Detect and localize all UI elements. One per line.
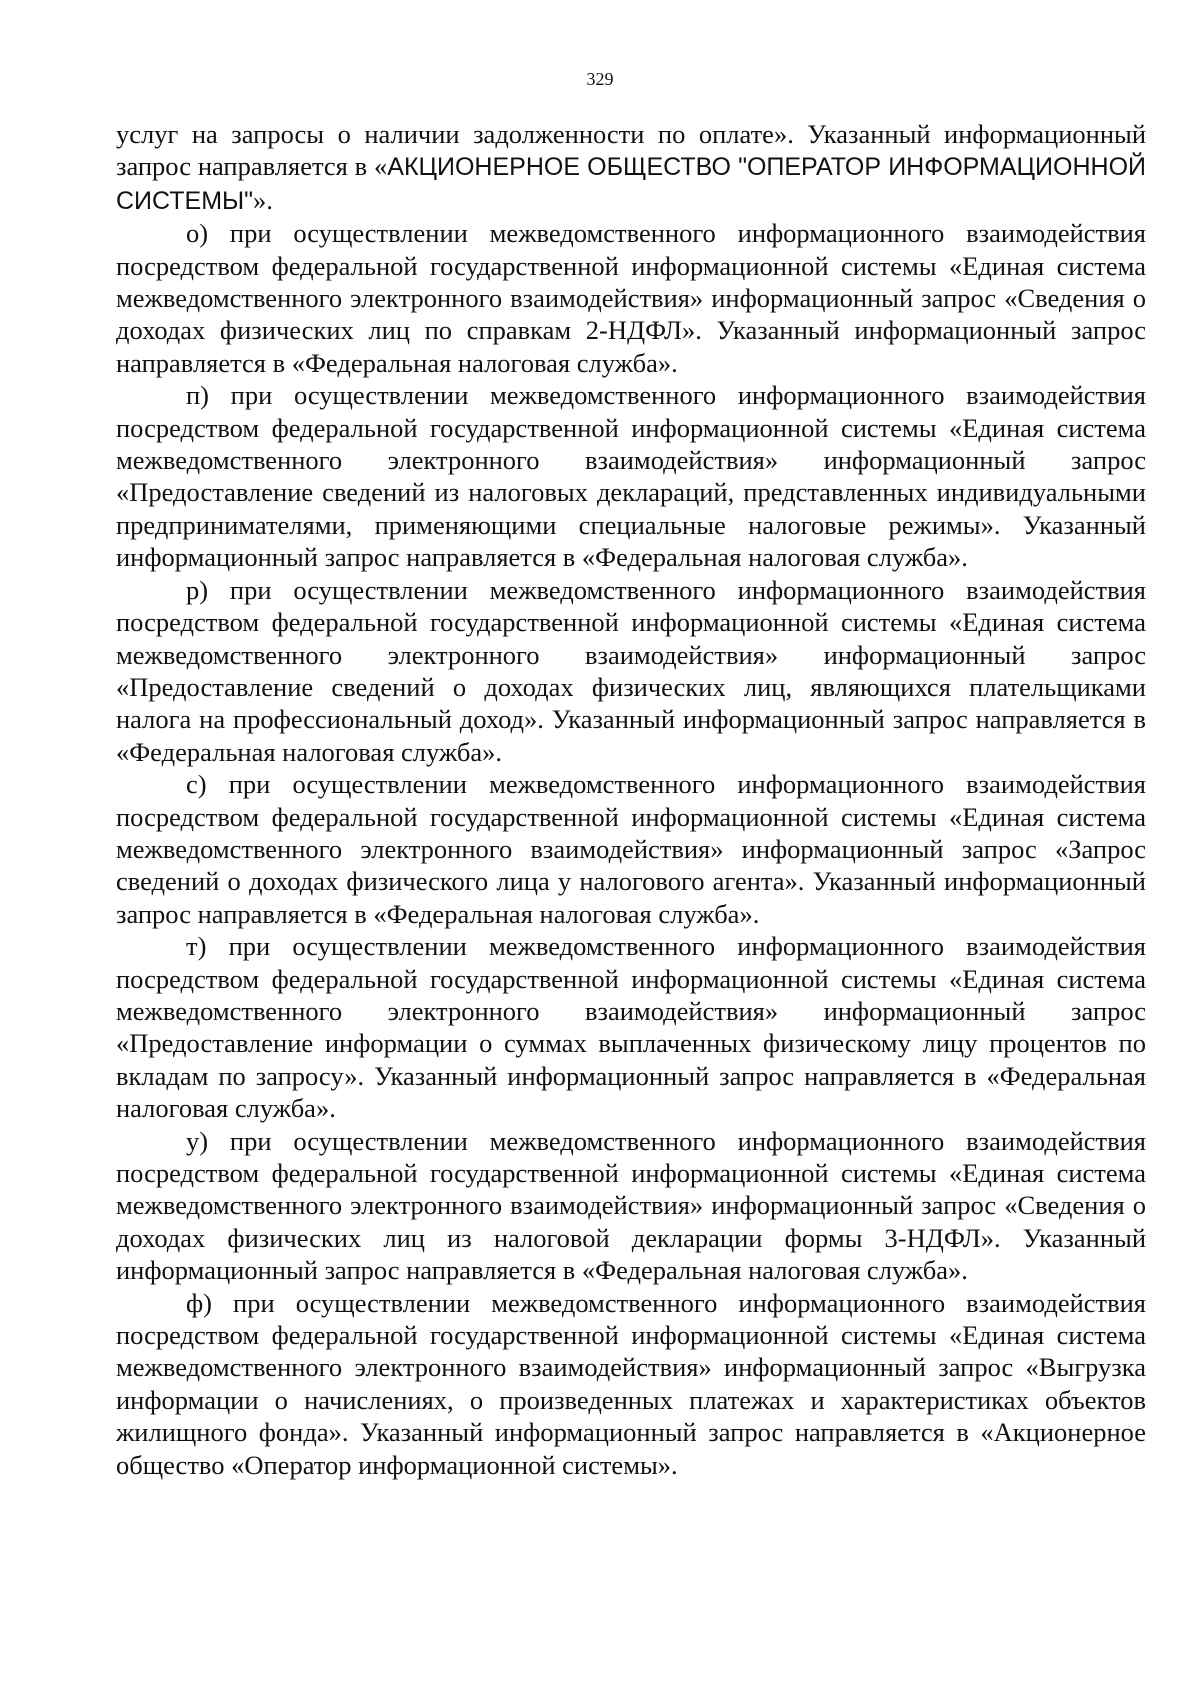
paragraph-item-r: р) при осуществлении межведомственного информационного взаимодействия посредством федеральной государственной информационной системы «Единая система межведомственного электронного взаимодействия» информационный запрос «Предоставление сведений о доходах физических лиц, являющихся плательщиками налога на профессиональный доход». Указанный информационный запрос направляется в «Федеральная налоговая служба». bbox=[116, 574, 1146, 767]
paragraph-continuation-end: ». bbox=[253, 184, 273, 215]
page-number: 329 bbox=[586, 69, 614, 89]
paragraph-item-p: п) при осуществлении межведомственного информационного взаимодействия посредством федеральной государственной информационной системы «Единая система межведомственного электронного взаимодействия» информационный запрос «Предоставление сведений из налоговых деклараций, представленных индивидуальными предпринимателями, применяющими специальные налоговые режимы». Указанный информационный запрос направляется в «Федеральная налоговая служба». bbox=[116, 380, 1146, 573]
paragraph-continuation bbox=[116, 118, 1146, 217]
paragraph-continuation-text: услуг на запросы о наличии задолженности по оплате». Указанный информационный запрос направляется в « bbox=[116, 119, 1146, 182]
paragraph-item-u: у) при осуществлении межведомственного информационного взаимодействия посредством федеральной государственной информационной системы «Единая система межведомственного электронного взаимодействия» информационный запрос «Сведения о доходах физических лиц из налоговой декларации формы 3-НДФЛ». Указанный информационный запрос направляется в «Федеральная налоговая служба». bbox=[116, 1125, 1146, 1286]
document-body bbox=[116, 118, 1146, 1481]
paragraph-item-o: о) при осуществлении межведомственного информационного взаимодействия посредством федеральной государственной информационной системы «Единая система межведомственного электронного взаимодействия» информационный запрос «Сведения о доходах физических лиц по справкам 2-НДФЛ». Указанный информационный запрос направляется в «Федеральная налоговая служба». bbox=[116, 218, 1146, 378]
paragraph-item-s: с) при осуществлении межведомственного информационного взаимодействия посредством федеральной государственной информационной системы «Единая система межведомственного электронного взаимодействия» информационный запрос «Запрос сведений о доходах физического лица у налогового агента». Указанный информационный запрос направляется в «Федеральная налоговая служба». bbox=[116, 769, 1146, 929]
paragraph-item-t: т) при осуществлении межведомственного информационного взаимодействия посредством федеральной государственной информационной системы «Единая система межведомственного электронного взаимодействия» информационный запрос «Предоставление информации о суммах выплаченных физическому лицу процентов по вкладам по запросу». Указанный информационный запрос направляется в «Федеральная налоговая служба». bbox=[116, 931, 1146, 1124]
paragraph-item-f: ф) при осуществлении межведомственного информационного взаимодействия посредством федеральной государственной информационной системы «Единая система межведомственного электронного взаимодействия» информационный запрос «Выгрузка информации о начислениях, о произведенных платежах и характеристиках объектов жилищного фонда». Указанный информационный запрос направляется в «Акционерное общество «Оператор информационной системы». bbox=[116, 1287, 1146, 1480]
organization-name-caps: АКЦИОНЕРНОЕ ОБЩЕСТВО "ОПЕРАТОР ИНФОРМАЦИОННОЙ СИСТЕМЫ" bbox=[116, 153, 1146, 215]
